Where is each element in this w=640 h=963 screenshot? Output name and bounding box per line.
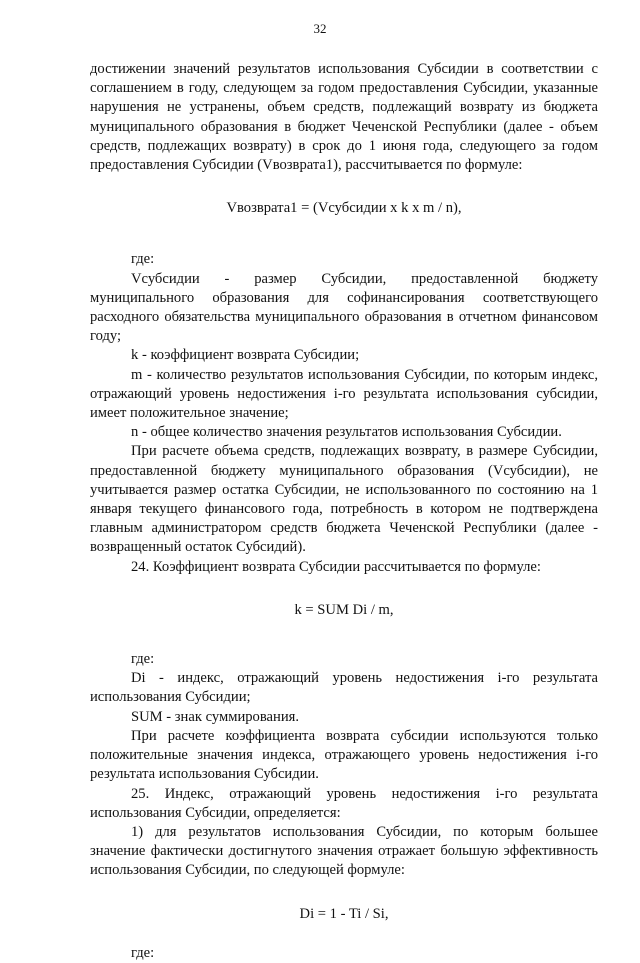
formula-v-return: Vвозврата1 = (Vсубсидии x k x m / n), — [226, 200, 462, 217]
paragraph-di: Di - индекс, отражающий уровень недостижения i-го результата использования Субсидии; — [90, 670, 598, 706]
paragraph-item-24: 24. Коэффициент возврата Субсидии рассчитывается по формуле: — [131, 558, 541, 575]
paragraph-m: m - количество результатов использования Субсидии, по которым индекс, отражающий уровень недостижения i-го результата использования субсидии, имеет положительное значение; — [90, 366, 598, 422]
paragraph-item-25-1: 1) для результатов использования Субсидии, по которым большее значение фактически достигнутого значения отражает большую эффективность использования Субсидии, по следующей формуле: — [90, 823, 598, 879]
paragraph-where: где: — [131, 944, 155, 961]
paragraph-v-subsidy: Vсубсидии - размер Субсидии, предоставленной бюджету муниципального образования для софинансирования соответствующего расходного обязательства муниципального образования в отчетном финансовом году; — [90, 270, 598, 345]
formula-di: Di = 1 - Ti / Si, — [299, 905, 389, 922]
paragraph-remainder: При расчете объема средств, подлежащих возврату, в размере Субсидии, предоставленной бюджету муниципального образования (Vсубсидии), не учитывается размер остатка Субсидии, не использованного по состоянию на 1 января текущего финансового года, потребность в котором не подтверждена главным администратором средств бюджета Чеченской Республики (далее - возвращенный остаток Субсидий). — [90, 443, 598, 556]
paragraph-item-25: 25. Индекс, отражающий уровень недостижения i-го результата использования Субсидии, определяется: — [90, 785, 598, 821]
paragraph-where: где: — [131, 651, 155, 668]
paragraph-n: n - общее количество значения результатов использования Субсидии. — [131, 424, 562, 441]
paragraph-intro: достижении значений результатов использования Субсидии в соответствии с соглашением в году, следующем за годом предоставления Субсидии, указанные нарушения не устранены, объем средств, подлежащий возврату из бюджета муниципального образования в бюджет Чеченской Республики (далее - объем средств, подлежащих возврату) в срок до 1 июня года, следующего за годом предоставления Субсидии (Vвозврата1), рассчитывается по формуле: — [90, 61, 598, 174]
paragraph-where: где: — [131, 251, 155, 268]
page-number: 32 — [313, 21, 327, 36]
formula-k: k = SUM Di / m, — [294, 601, 394, 618]
paragraph-sum: SUM - знак суммирования. — [131, 708, 299, 725]
document-body — [90, 60, 598, 963]
paragraph-k: k - коэффициент возврата Субсидии; — [131, 347, 360, 364]
paragraph-positive-values: При расчете коэффициента возврата субсидии используются только положительные значения индекса, отражающего уровень недостижения i-го результата использования Субсидии. — [90, 727, 598, 783]
